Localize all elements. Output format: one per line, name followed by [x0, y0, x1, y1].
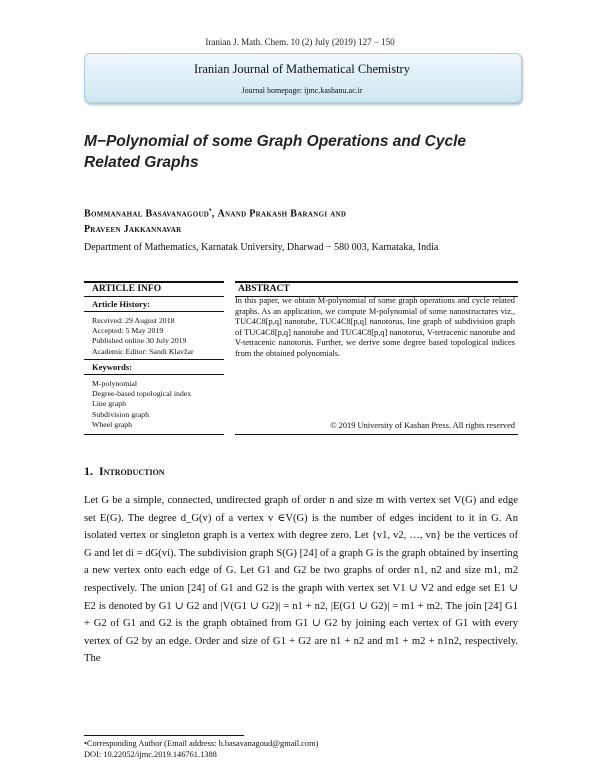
section-number: 1. — [84, 464, 93, 478]
abstract-bottom-rule — [235, 434, 518, 435]
abstract-body: In this paper, we obtain M-polynomial of some graph operations and cycle related graphs. As an application, we compute M-polynomial of some nanostructures viz., TUC4C8[p,q] nanotube, TUC4C8[p,q] nanotorus, line graph of subdivision graph of TUC4C8[p,q] nanotube and TUC4C8[p,q] nanotorus, V-tetracenic nanotube and V-tetracenic nanotorus. Further, we derive some degree based topological indices from the obtained polynomials. — [235, 296, 515, 358]
intro-paragraph — [84, 492, 518, 668]
keywords-rule — [84, 374, 224, 375]
history-accepted: Accepted: 5 May 2019 — [92, 326, 164, 336]
history-published: Published online 30 July 2019 — [92, 336, 187, 346]
journal-name: Iranian Journal of Mathematical Chemistry — [194, 62, 410, 76]
keywords-list — [92, 379, 224, 430]
author-and: and — [327, 208, 347, 220]
keyword-item: Degree-based topological index — [92, 389, 192, 399]
author-list — [84, 202, 524, 238]
article-info-heading: ARTICLE INFO — [92, 284, 162, 294]
abstract-heading: ABSTRACT — [238, 284, 290, 294]
author-2: Anand Prakash Barangi — [217, 208, 328, 220]
footnote-rule — [84, 735, 244, 736]
author-1: Bommanahal Basavanagoud — [84, 208, 210, 220]
info-heading-rule — [84, 296, 224, 297]
history-heading: Article History: — [92, 299, 150, 309]
journal-citation: Iranian J. Math. Chem. 10 (2) July (2019) 127 − 150 — [205, 37, 395, 47]
section-heading — [84, 464, 165, 479]
keywords-top-rule — [84, 359, 224, 360]
history-received: Received: 29 August 2018 — [92, 316, 175, 325]
copyright: © 2019 University of Kashan Press. All rights reserved — [330, 421, 515, 430]
keyword-item: Subdivision graph — [92, 409, 149, 419]
title-line-1: M−Polynomial of some Graph Operations and Cycle — [84, 133, 466, 150]
history-rule — [84, 311, 224, 312]
title-line-2: Related Graphs — [84, 154, 199, 171]
article-history — [92, 316, 224, 357]
abstract-top-rule — [235, 281, 518, 283]
history-editor: Academic Editor: Sandi Klavžar — [92, 346, 194, 356]
footnote-doi: DOI: 10.22052/ijmc.2019.146761.1388 — [84, 750, 217, 759]
info-top-rule — [84, 281, 224, 283]
footnote-corresponding: •Corresponding Author (Email address: b.basavanagoud@gmail.com) — [84, 739, 319, 748]
author-separator: , — [211, 208, 218, 220]
keywords-heading: Keywords: — [92, 362, 133, 372]
keyword-item: M-polynomial — [92, 379, 138, 388]
journal-homepage[interactable]: Journal homepage: ijmc.kashanu.ac.ir — [241, 86, 363, 95]
author-3: Praveen Jakkannavar — [84, 224, 182, 236]
affiliation: Department of Mathematics, Karnatak University, Dharwad − 580 003, Karnataka, India — [84, 242, 439, 253]
keyword-item: Wheel graph — [92, 419, 133, 429]
keyword-item: Line graph — [92, 399, 126, 409]
section-title: Introduction — [99, 464, 165, 478]
info-bottom-rule — [84, 434, 224, 435]
corresponding-mark: • — [209, 206, 212, 214]
paragraph-text: Let G be a simple, connected, undirected graph of order n and size m with vertex set V(G) and edge set E(G). The degree d_G(v) of a vertex v ∈V(G) is the number of edges incident to it in G. An isolated vertex or singleton graph is a vertex with degree zero. Let {v1, v2, …, vn} be the vertices of G and let di = dG(vi). The subdivision graph S(G) [24] of a graph G is the graph obtained by inserting a new vertex onto each edge of G. Let G1 and G2 be two graphs of order n1, n2 and size m1, m2 respectively. The union [24] of G1 and G2 is the graph with vertex set V1 ∪ V2 and edge set E1 ∪ E2 is denoted by G1 ∪ G2 and |V(G1 ∪ G2)| = n1 + n2, |E(G1 ∪ G2)| = m1 + m2. The join [24] G1 + G2 of G1 and G2 is the graph obtained from G1 ∪ G2 by joining each vertex of G1 with every vertex of G2 by an edge. Order and size of G1 + G2 are n1 + n2 and m1 + m2 + n1n2, respectively. The — [84, 495, 518, 665]
paper-title — [84, 131, 524, 173]
journal-banner — [84, 53, 522, 103]
